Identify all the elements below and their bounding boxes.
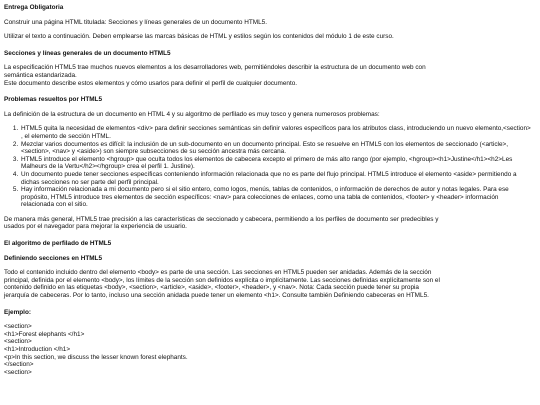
spacer xyxy=(4,26,532,33)
paragraph-line: usados por el navegador para mejorar la experiencia de usuario. xyxy=(4,223,187,231)
spacer xyxy=(4,262,532,269)
code-line: <section> xyxy=(4,338,32,346)
example-heading: Ejemplo: xyxy=(4,308,31,316)
spacer xyxy=(4,316,532,323)
list-item: 4. Un documento puede tener secciones específicas conteniendo información relacionada que no es parte del flujo principal. HTML5 introduce el elemento <aside> permitiendo a dichas secciones no ser parte del perfil principal. xyxy=(20,171,532,186)
code-line: <p>In this section, we discuss the lesser known forest elephants. xyxy=(4,353,188,361)
spacer xyxy=(4,231,532,240)
paragraph-line: La definición de la estructura de un documento en HTML 4 y su algoritmo de perfilado es muy tosco y genera numerosos problemas: xyxy=(4,110,380,118)
document-title: Entrega Obligatoria xyxy=(4,4,64,11)
section-heading: Problemas resueltos por HTML5 xyxy=(4,96,103,104)
problems-list xyxy=(4,125,532,209)
code-line: <h1>Forest elephants </h1> xyxy=(4,330,85,338)
spacer xyxy=(4,104,532,111)
paragraph-line: La especificación HTML5 trae muchos nuevos elementos a los desarrolladores web, permitiéndoles describir la estructura de un documento web con xyxy=(4,64,426,72)
paragraph-line: Todo el contenido incluido dentro del elemento <body> es parte de una sección. Las secciones en HTML5 pueden ser anidadas. Además de la sección xyxy=(4,269,432,277)
code-example xyxy=(4,323,532,376)
section-heading: El algoritmo de perfilado de HTML5 xyxy=(4,240,112,248)
intro-line: Construir una página HTML titulada: Secciones y líneas generales de un documento HTML5. xyxy=(4,18,267,26)
spacer xyxy=(4,300,532,309)
paragraph-line: contenido definido en las etiquetas <body>, <section>, <article>, <aside>, <footer>, <header>, y <nav>. Nota: Cada sección puede tener su propia xyxy=(4,284,419,292)
paragraph-line: jerarquía de cabeceras. Por lo tanto, incluso una sección anidada puede tener un elemento <h1>. Consulte también Definiendo cabeceras en HTML5. xyxy=(4,292,429,300)
code-line: <h1>Introduction </h1> xyxy=(4,346,71,353)
paragraph-line: principal, definida por el elemento <body>, los límites de la sección son definidos explícita o implícitamente. Las secciones definidas explícitamente son el xyxy=(4,276,440,284)
spacer xyxy=(4,12,532,19)
code-line: <section> xyxy=(4,368,32,376)
code-line: <section> xyxy=(4,323,32,331)
paragraph-line: De manera más general, HTML5 trae precisión a las características de seccionado y cabecera, permitiendo a los perfiles de documento ser predecibles y xyxy=(4,215,439,223)
spacer xyxy=(4,118,532,125)
spacer xyxy=(4,87,532,96)
spacer xyxy=(4,41,532,50)
list-item: 3. HTML5 introduce el elemento <hgroup> que oculta todos los elementos de cabecera excepto el primero de más alto rango (por ejemplo, <hgroup><h1>Justine</h1><h2>Les Malheurs de la Vertu</h2></hgroup> crea el perfil 1. Justine). xyxy=(20,156,532,171)
intro-line: Utilizar el texto a continuación. Deben emplearse las marcas básicas de HTML y estilos según los contenidos del módulo 1 de este curso. xyxy=(4,33,394,41)
list-item: 5. Hay información relacionada a mi documento pero si el sitio entero, como logos, menús, tablas de contenidos, o información de derechos de autor y notas legales. Para ese propósito, HTML5 introduce tres elementos de sección específicos: <nav> para colecciones de enlaces, como una tabla de contenidos, <footer> y <header> información relacionada con el sitio. xyxy=(20,186,532,209)
paragraph-line: semántica estandarizada. xyxy=(4,71,77,79)
section-heading: Secciones y líneas generales de un documento HTML5 xyxy=(4,49,171,57)
list-item: 2. Mezclar varios documentos es difícil: la inclusión de un sub-documento en un documento principal. Esto se resuelve en HTML5 con los elementos de seccionado (<article>, <section>, <nav> y <aside>) son siempre subsecciones de su sección ancestra más cercana. xyxy=(20,141,532,156)
document-page xyxy=(4,4,532,376)
spacer xyxy=(4,209,532,216)
subsection-heading: Definiendo secciones en HTML5 xyxy=(4,254,103,262)
spacer xyxy=(4,57,532,64)
spacer xyxy=(4,248,532,255)
code-line: </section> xyxy=(4,361,34,369)
paragraph-line: Este documento describe estos elementos y cómo usarlos para definir el perfil de cualquier documento. xyxy=(4,79,298,87)
list-item: 1. HTML5 quita la necesidad de elementos <div> para definir secciones semánticas sin definir valores específicos para los atributos class, introduciendo un nuevo elemento,<section> , el elemento de sección HTML. xyxy=(20,125,532,140)
